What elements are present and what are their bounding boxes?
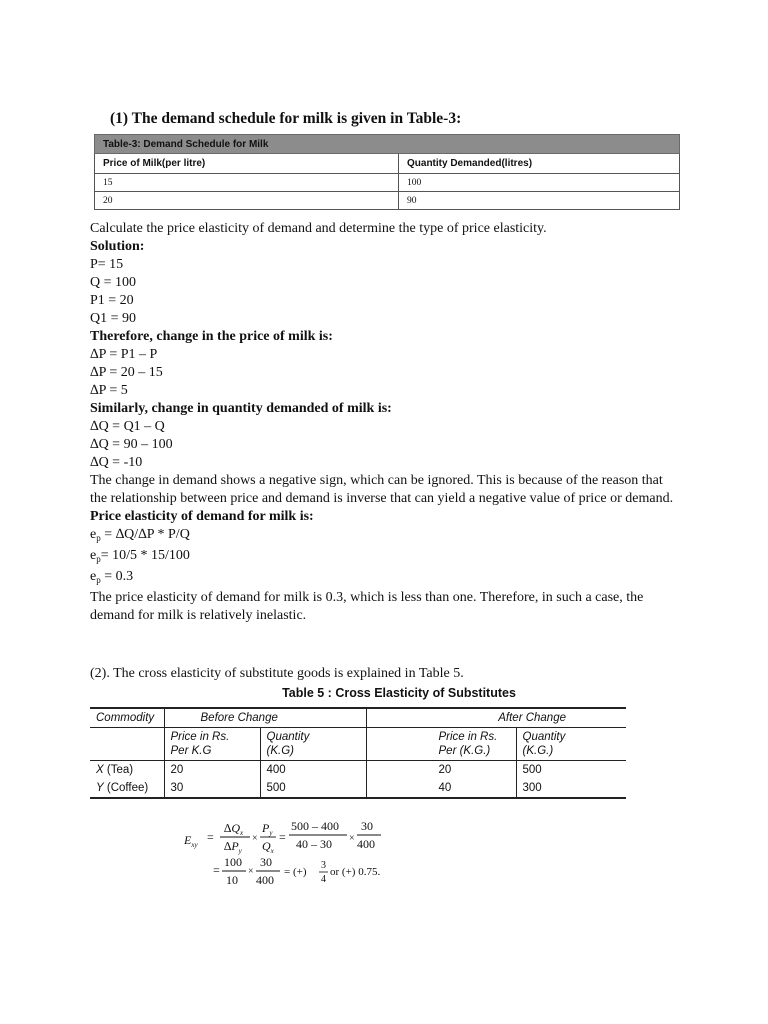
before-change-header: Before Change bbox=[164, 708, 366, 728]
after-price-cell: 40 bbox=[366, 779, 516, 798]
formula-g1-numerator: 100 bbox=[224, 855, 242, 869]
price-change-label: Therefore, change in the price of milk is: bbox=[90, 329, 333, 344]
formula-equals: = bbox=[207, 830, 214, 844]
before-price-cell: 20 bbox=[164, 761, 260, 780]
price-cell: 20 bbox=[95, 192, 399, 210]
after-price-cell: 20 bbox=[366, 761, 516, 780]
times-sign: × bbox=[248, 866, 254, 877]
delta-q-result: ∆Q = -10 bbox=[90, 455, 143, 470]
given-p: P= 15 bbox=[90, 257, 124, 272]
given-q: Q = 100 bbox=[90, 275, 137, 290]
before-quantity-cell: 400 bbox=[260, 761, 366, 780]
price-cell: 15 bbox=[95, 174, 399, 192]
after-price-header: Price in Rs. Per (K.G.) bbox=[366, 728, 516, 761]
given-q1: Q1 = 90 bbox=[90, 311, 137, 326]
conclusion-text: The price elasticity of demand for milk is 0.3, which is less than one. Therefore, in such a case, the demand for milk is relatively inelastic. bbox=[90, 590, 644, 623]
formula-result-prefix: = (+) bbox=[284, 866, 307, 878]
delta-q-substitution: ∆Q = 90 – 100 bbox=[90, 437, 173, 452]
commodity-cell: X (Tea) bbox=[96, 764, 134, 776]
delta-p-result: ∆P = 5 bbox=[90, 383, 128, 398]
commodity-header: Commodity bbox=[90, 708, 164, 728]
formula-f1-numerator: $\Delta Q_x$ bbox=[224, 821, 244, 837]
formula-g2-denominator: 400 bbox=[256, 873, 274, 887]
ep-substitution: $e_p= 10/5 * 15/100$ bbox=[90, 548, 190, 564]
elasticity-label: Price elasticity of demand for milk is: bbox=[90, 509, 314, 524]
formula-lhs: $E_{xy}$ bbox=[184, 833, 198, 849]
formula-f2-denominator: $Q_x$ bbox=[262, 839, 274, 855]
table-row bbox=[95, 174, 680, 192]
times-sign: × bbox=[349, 833, 355, 844]
before-quantity-cell: 500 bbox=[260, 779, 366, 798]
formula-f3-denominator: 40 – 30 bbox=[296, 837, 332, 851]
price-column-header: Price of Milk(per litre) bbox=[95, 154, 399, 174]
ep-result: $e_p = 0.3$ bbox=[90, 569, 134, 585]
formula-f4-numerator: 30 bbox=[361, 819, 373, 833]
formula-f1-denominator: $\Delta P_y$ bbox=[224, 839, 242, 855]
ep-formula: $e_p = \Delta Q/\Delta P * P/Q$ bbox=[90, 527, 190, 543]
solution-label: Solution: bbox=[90, 239, 145, 254]
after-quantity-header: Quantity (K.G.) bbox=[516, 728, 626, 761]
table-row bbox=[90, 761, 626, 780]
quantity-cell: 90 bbox=[399, 192, 680, 210]
solution-text bbox=[90, 220, 680, 625]
formula-equals: = bbox=[279, 830, 286, 844]
question-1-heading: (1) The demand schedule for milk is given in Table-3: bbox=[110, 110, 462, 127]
quantity-cell: 100 bbox=[399, 174, 680, 192]
instruction-line: Calculate the price elasticity of demand and determine the type of price elasticity. bbox=[90, 221, 547, 236]
demand-schedule-table bbox=[94, 134, 680, 210]
after-quantity-cell: 500 bbox=[516, 761, 626, 780]
before-quantity-header: Quantity (K.G) bbox=[260, 728, 366, 761]
given-p1: P1 = 20 bbox=[90, 293, 134, 308]
question-2-heading: (2). The cross elasticity of substitute goods is explained in Table 5. bbox=[90, 666, 464, 681]
formula-result-denominator: 4 bbox=[321, 874, 326, 885]
formula-f2-numerator: $P_y$ bbox=[262, 821, 273, 837]
after-quantity-cell: 300 bbox=[516, 779, 626, 798]
formula-g1-denominator: 10 bbox=[226, 873, 238, 887]
table-row bbox=[95, 192, 680, 210]
cross-elasticity-table bbox=[90, 707, 626, 799]
before-price-header: Price in Rs. Per K.G bbox=[164, 728, 260, 761]
quantity-column-header: Quantity Demanded(litres) bbox=[399, 154, 680, 174]
before-price-cell: 30 bbox=[164, 779, 260, 798]
commodity-cell: Y (Coffee) bbox=[90, 779, 164, 798]
formula-f3-numerator: 500 – 400 bbox=[291, 819, 339, 833]
table-3-caption: Table-3: Demand Schedule for Milk bbox=[95, 135, 680, 154]
times-sign: × bbox=[252, 833, 258, 844]
table-row bbox=[90, 779, 626, 798]
quantity-change-label: Similarly, change in quantity demanded of milk is: bbox=[90, 401, 392, 416]
formula-g2-numerator: 30 bbox=[260, 855, 272, 869]
cross-elasticity-formula bbox=[180, 812, 410, 892]
formula-equals: = bbox=[213, 863, 220, 877]
formula-result-suffix: or (+) 0.75. bbox=[330, 866, 381, 878]
negative-sign-explanation: The change in demand shows a negative sign, which can be ignored. This is because of the reason that the relationship between price and demand is inverse that can yield a negative value of price or demand. bbox=[90, 473, 674, 506]
after-change-header: After Change bbox=[366, 708, 626, 728]
delta-p-substitution: ∆P = 20 – 15 bbox=[90, 365, 163, 380]
delta-q-formula: ∆Q = Q1 – Q bbox=[90, 419, 165, 434]
delta-p-formula: ∆P = P1 – P bbox=[90, 347, 158, 362]
formula-result-numerator: 3 bbox=[321, 860, 326, 871]
formula-f4-denominator: 400 bbox=[357, 837, 375, 851]
table-5-title: Table 5 : Cross Elasticity of Substitutes bbox=[282, 686, 516, 700]
